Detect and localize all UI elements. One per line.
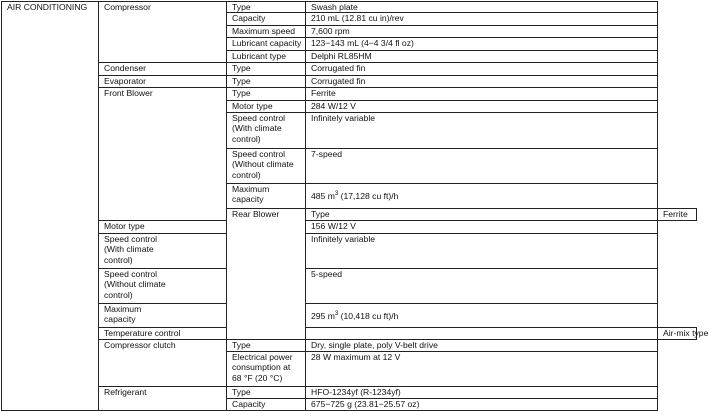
spec-label: Type [227, 340, 306, 352]
spec-value: Ferrite [658, 209, 697, 221]
spec-label-line: Speed control [104, 269, 158, 280]
spec-label: Maximum speed [227, 26, 306, 38]
table-row [2, 221, 697, 234]
spec-label-line: (With climate [104, 244, 154, 255]
capacity-value-rest: (10,418 cu ft)/h [338, 310, 399, 321]
spec-value: 210 mL (12.81 cu in)/rev [306, 13, 658, 26]
spec-label: Motor type [99, 221, 227, 234]
spec-value: 156 W/12 V [306, 221, 658, 234]
spec-label-line: capacity [232, 194, 264, 205]
capacity-value-exponent: 3 [334, 191, 339, 198]
table-row [2, 88, 697, 101]
table-row [2, 387, 697, 399]
spec-value: 28 W maximum at 12 V [306, 352, 658, 387]
spec-value: Swash plate [306, 2, 658, 13]
spec-label-line: 68 °F (20 °C) [232, 372, 283, 383]
spec-label-multiline [99, 269, 227, 304]
spec-label: Capacity [227, 13, 306, 26]
capacity-value-rest: (17,128 cu ft)/h [338, 191, 399, 202]
spec-value: Corrugated fin [306, 63, 658, 76]
spec-value: 7-speed [306, 149, 658, 184]
table-row [2, 76, 697, 88]
spec-label-line: capacity [104, 314, 136, 325]
spec-label-line: consumption at [232, 362, 291, 373]
spec-label-multiline [227, 113, 306, 149]
spec-label-line: Maximum [104, 304, 142, 315]
spec-label: Type [227, 2, 306, 13]
spec-label-line: Speed control [104, 234, 158, 245]
capacity-value-main: 295 m [311, 310, 335, 321]
evaporator-label: Evaporator [99, 76, 227, 88]
spec-value: HFO-1234yf (R-1234yf) [306, 387, 658, 399]
spec-label-line: control) [104, 289, 133, 300]
spec-label: Lubricant type [227, 51, 306, 63]
spec-value: 123−143 mL (4−4 3/4 fl oz) [306, 38, 658, 51]
spec-value [306, 304, 658, 328]
spec-label: Motor type [227, 101, 306, 113]
spec-label: Type [227, 63, 306, 76]
capacity-value-main: 485 m [311, 191, 335, 202]
spec-value: Air-mix type [658, 328, 697, 340]
spec-value: Infinitely variable [306, 113, 658, 149]
refrigerant-label: Refrigerant [99, 387, 227, 411]
table-row [2, 234, 697, 269]
spec-table-wrapper [1, 1, 708, 411]
spec-value: Infinitely variable [306, 234, 658, 269]
spec-value: Delphi RL85HM [306, 51, 658, 63]
table-row [2, 269, 697, 304]
spec-value [306, 184, 658, 209]
spec-value: Dry, single plate, poly V-belt drive [306, 340, 658, 352]
spec-value: Corrugated fin [306, 76, 658, 88]
spec-label-multiline [99, 234, 227, 269]
table-row [2, 63, 697, 76]
spec-label: Lubricant capacity [227, 38, 306, 51]
spec-label-line: Maximum [232, 184, 270, 195]
spec-label-line: (With climate [232, 123, 282, 134]
spec-label-multiline [227, 149, 306, 184]
table-row [2, 340, 697, 352]
spec-label-empty [306, 328, 658, 340]
compressor-label: Compressor [99, 2, 227, 63]
spec-label-line: Speed control [232, 113, 286, 124]
spec-value: 7,600 rpm [306, 26, 658, 38]
spec-label-multiline [227, 184, 306, 209]
spec-value: 284 W/12 V [306, 101, 658, 113]
front-blower-label: Front Blower [99, 88, 227, 221]
spec-label-line: Speed control [232, 149, 286, 160]
capacity-value-exponent: 3 [334, 310, 339, 317]
rear-blower-label: Rear Blower [227, 209, 306, 340]
spec-label: Type [227, 88, 306, 101]
air-conditioning-spec-table [1, 1, 708, 411]
spec-value: Ferrite [306, 88, 658, 101]
spec-label-line: control) [232, 133, 261, 144]
table-row [2, 2, 697, 13]
spec-label-line: (Without climate [232, 159, 294, 170]
compressor-clutch-label: Compressor clutch [99, 340, 227, 387]
spec-label: Type [227, 76, 306, 88]
spec-label: Type [227, 387, 306, 399]
spec-label: Type [306, 209, 658, 221]
spec-label-line: control) [232, 169, 261, 180]
table-row [2, 328, 697, 340]
spec-value: 675−725 g (23.81−25.57 oz) [306, 399, 658, 411]
spec-label: Capacity [227, 399, 306, 411]
table-row [2, 304, 697, 328]
spec-label-multiline [227, 352, 306, 387]
spec-label-line: control) [104, 254, 133, 265]
condenser-label: Condenser [99, 63, 227, 76]
spec-label-line: Electrical power [232, 352, 293, 363]
temperature-control-label: Temperature control [99, 328, 227, 340]
spec-value: 5-speed [306, 269, 658, 304]
section-title: AIR CONDITIONING [2, 2, 99, 411]
spec-label-multiline [99, 304, 227, 328]
spec-label-line: (Without climate [104, 279, 166, 290]
